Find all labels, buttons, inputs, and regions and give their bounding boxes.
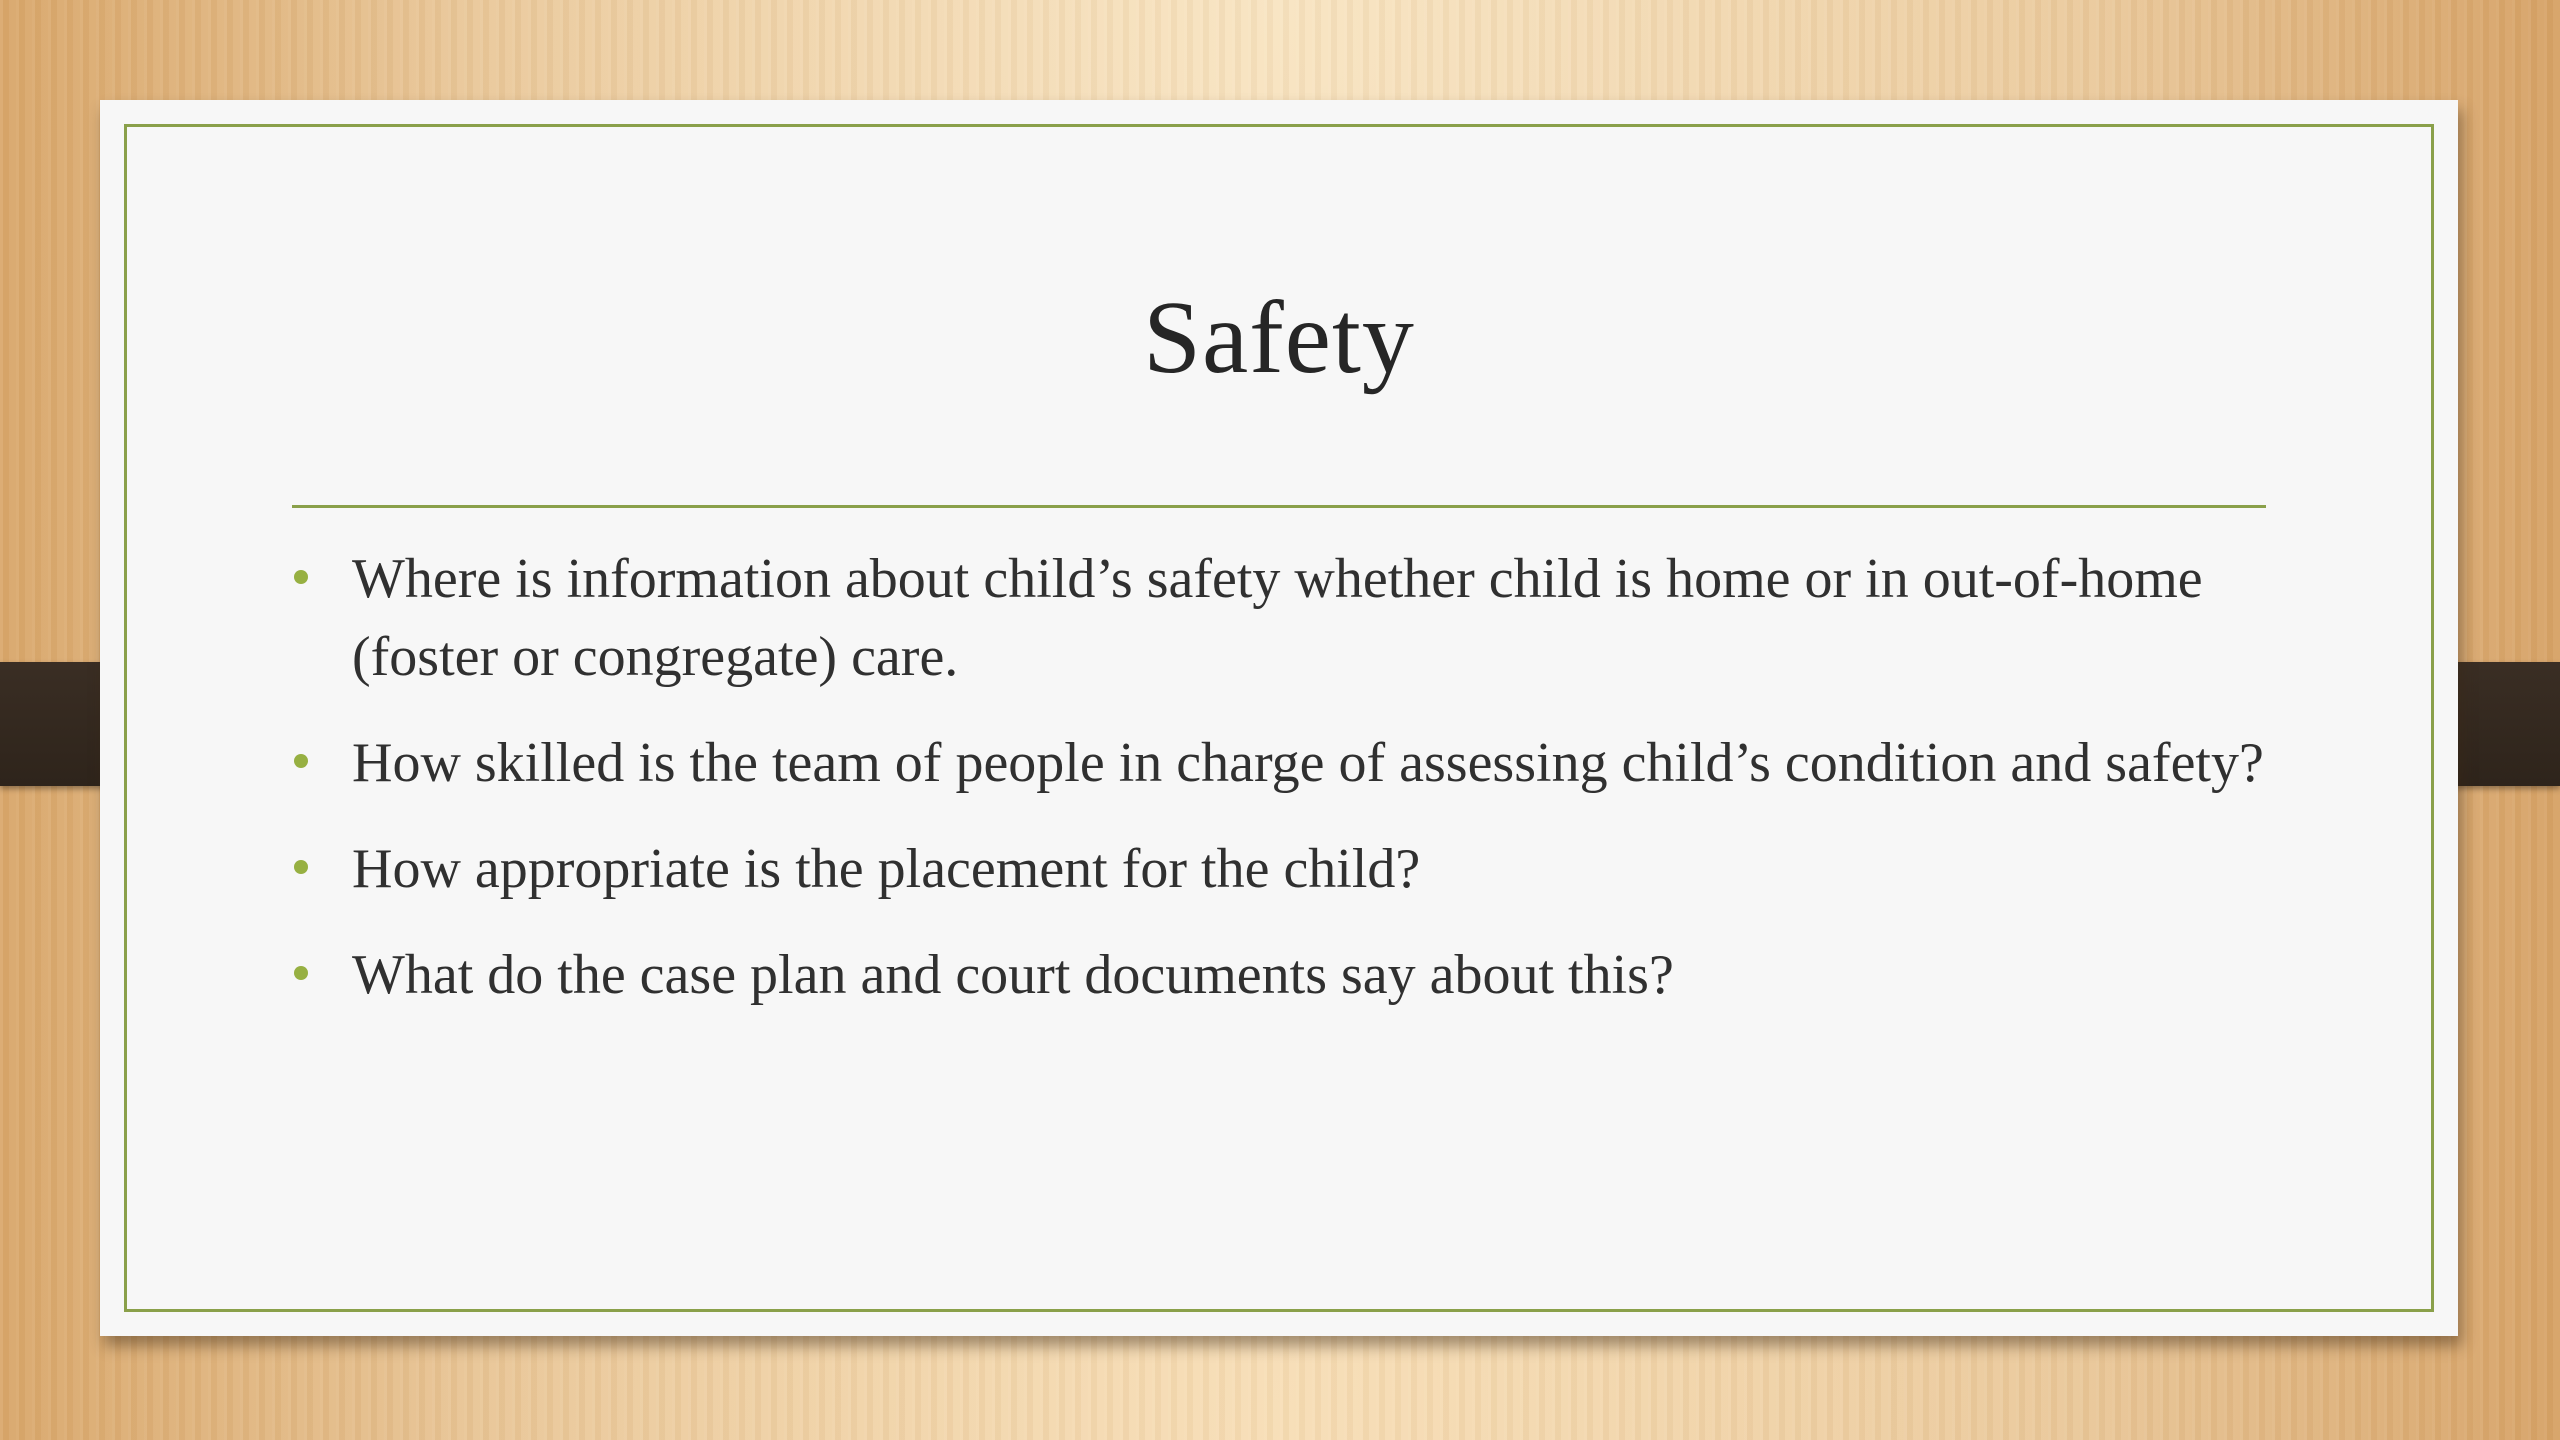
bullet-item xyxy=(290,830,2290,908)
bullet-list xyxy=(290,540,2290,1042)
bullet-text: What do the case plan and court documents say about this? xyxy=(352,944,1674,1006)
bullet-item xyxy=(290,936,2290,1014)
bullet-dot-icon xyxy=(294,754,308,768)
bullet-dot-icon xyxy=(294,860,308,874)
bullet-dot-icon xyxy=(294,570,308,584)
slide-title: Safety xyxy=(1143,280,1415,395)
slide xyxy=(100,100,2458,1336)
bullet-item xyxy=(290,540,2290,696)
bullet-dot-icon xyxy=(294,966,308,980)
title-divider xyxy=(292,505,2266,508)
bullet-text: How appropriate is the placement for the child? xyxy=(352,838,1421,900)
bullet-text: How skilled is the team of people in charge of assessing child’s condition and safety? xyxy=(352,732,2264,794)
bullet-text: Where is information about child’s safety whether child is home or in out-of-home (foster or congregate) care. xyxy=(352,548,2203,688)
bullet-item xyxy=(290,724,2290,802)
